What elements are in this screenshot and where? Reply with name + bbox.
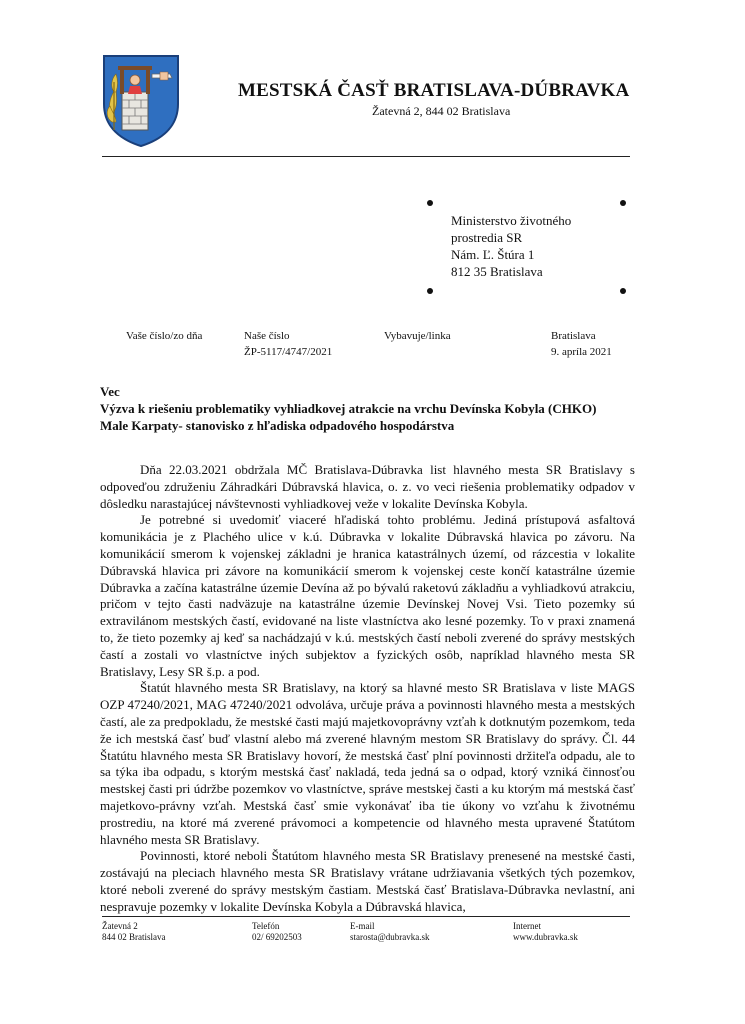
subject-line: Výzva k riešeniu problematiky vyhliadkovej atrakcie na vrchu Devínska Kobyla (CHKO) (100, 401, 597, 416)
footer-email-value: starosta@dubravka.sk (350, 932, 430, 942)
subject-block (100, 383, 640, 434)
window-mark-top-right (620, 200, 626, 206)
footer-phone-label: Telefón (252, 921, 280, 931)
body-paragraph: Štatút hlavného mesta SR Bratislavy, na ktorý sa hlavné mesto SR Bratislava v liste MAGS OZP 47240/2021, MAG 47240/2021 odvoláva, určuje práva a povinnosti hlavného mesta a mestských častí, ale za predpokladu, že mestské časti majú majetkovoprávny vzťah k dotknutým pozemkom, teda že ich mestská časť buď vlastní alebo má zverené hlavným mestom SR Bratislavy do správy. Čl. 44 Štatútu hlavného mesta SR Bratislavy hovorí, že mestská časť plní povinnosti držiteľa odpadu, ale to sa týka iba odpadu, s ktorým mestská časť nakladá, teda jedná sa o odpad, ktorý vzniká činnosťou mestskej časti pri údržbe pozemkov vo vlastníctve, správe mestskej časti a ku ktorým má mestská časť majetkovo-právny vzťah. Mestská časť smie vykonávať iba tie úkony vo vzťahu k životnému prostrediu, na ktoré má zverené právomoci a kompetencie od hlavného mesta upravené Štatútom hlavného mesta SR Bratislavy. (100, 680, 635, 847)
letter-body (100, 462, 635, 916)
body-paragraph: Je potrebné si uvedomiť viaceré hľadiská tohto problému. Jediná prístupová asfaltová komunikácia je z Plachého ulice v k.ú. Dúbravka v lokalite Dúbravská hlavica po závoru. Na komunikácií smerom k vojenskej základni je hranica katastrálnych území, od rázcestia v lokalite Dúbravská hlavica pri závore na komunikácií smerom k vojenskej ceste končí katastrálne územie Dúbravka a začína katastrálne územie Devína až po bývalú raketovú základňu a vyhliadkovú atrakciu, pričom v tejto časti nadväzuje na katastrálne územie Devínskej Novej Vsi. Tieto pozemky sú extravilánom mestských častí, evidované na liste vlastníctva ako lesné pozemky. To v praxi znamená to, že tieto pozemky aj keď sa nachádzajú v k.ú. mestských častí neboli zverené do správy mestských častí a zostali vo vlastníctve iných subjektov a fyzických osôb, napríklad hlavného mesta SR Bratislavy, Lesy SR š.p. a pod. (100, 512, 635, 679)
letter-city: Bratislava (551, 330, 596, 342)
recipient-address (451, 212, 571, 280)
window-mark-bottom-right (620, 288, 626, 294)
footer-divider (102, 916, 630, 917)
footer-phone-value: 02/ 69202503 (252, 932, 302, 942)
footer-address-line: Žatevná 2 (102, 921, 138, 931)
your-ref-label: Vaše číslo/zo dňa (126, 330, 203, 342)
coat-of-arms-icon (100, 52, 182, 148)
body-paragraph: Dňa 22.03.2021 obdržala MČ Bratislava-Dúbravka list hlavného mesta SR Bratislavy s odpoveďou združeniu Záhradkári Dúbravská hlavica, o. z. vo veci riešenia problematiky odpadov v dôsledku narastajúcej návštevnosti vyhliadkovej veže v lokalite Devínska Kobyla. (100, 462, 635, 511)
footer-web (513, 921, 578, 943)
our-ref-value: ŽP-5117/4747/2021 (244, 346, 333, 358)
recipient-line: Nám. Ľ. Štúra 1 (451, 247, 535, 262)
letter-date: 9. apríla 2021 (551, 346, 612, 358)
footer-email (350, 921, 430, 943)
header-divider (102, 156, 630, 157)
footer-address-line: 844 02 Bratislava (102, 932, 166, 942)
body-paragraph: Povinnosti, ktoré neboli Štatútom hlavného mesta SR Bratislavy prenesené na mestské časti, zostávajú na pleciach hlavného mesta SR Bratislavy vrátane udržiavania všetkých tých pozemkov, ktoré neboli zverené do správy mestským častiam. Mestská časť Bratislava-Dúbravka nevlastní, ani nespravuje pozemky v lokalite Devínska Kobyla a Dúbravská hlavica, (100, 848, 635, 914)
footer-email-label: E-mail (350, 921, 375, 931)
footer-address (102, 921, 166, 943)
footer-web-label: Internet (513, 921, 541, 931)
our-ref-label: Naše číslo (244, 330, 290, 342)
footer-web-value: www.dubravka.sk (513, 932, 578, 942)
subject-line: Male Karpaty- stanovisko z hľadiska odpadového hospodárstva (100, 418, 455, 433)
organization-address: Žatevná 2, 844 02 Bratislava (372, 104, 511, 118)
subject-label: Vec (100, 384, 120, 399)
recipient-line: prostredia SR (451, 230, 523, 245)
organization-name: MESTSKÁ ČASŤ BRATISLAVA-DÚBRAVKA (238, 80, 630, 101)
window-mark-top-left (427, 200, 433, 206)
handled-by-label: Vybavuje/linka (384, 330, 451, 342)
recipient-line: 812 35 Bratislava (451, 264, 543, 279)
recipient-line: Ministerstvo životného (451, 213, 572, 228)
window-mark-bottom-left (427, 288, 433, 294)
footer-phone (252, 921, 302, 943)
